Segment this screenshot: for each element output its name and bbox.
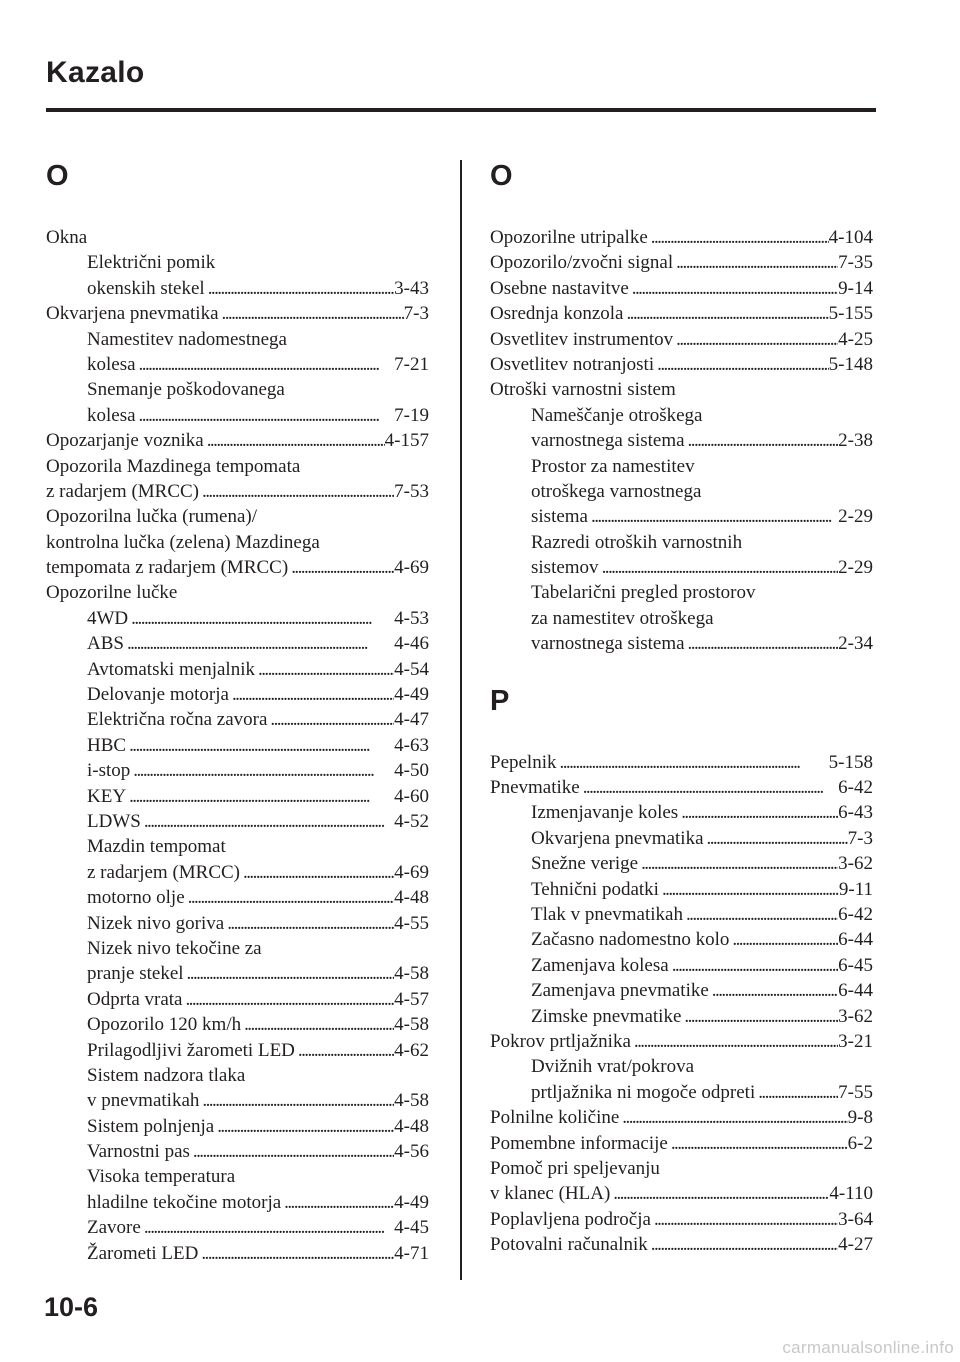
- entry-page-ref: 4-52: [394, 810, 429, 832]
- entry-text: sistema: [531, 506, 588, 528]
- index-subentry: [490, 479, 873, 504]
- entry-text: Pomembne informacije: [490, 1132, 668, 1154]
- dot-leader: [668, 1131, 848, 1156]
- index-subentry: [490, 504, 873, 529]
- entry-text: Okvarjena pnevmatika: [531, 827, 704, 849]
- entry-page-ref: 3-62: [838, 1005, 873, 1027]
- entry-text: z radarjem (MRCC): [87, 861, 241, 883]
- dot-leader: [136, 352, 395, 377]
- entry-text: Odprta vrata: [87, 988, 183, 1010]
- entry-text: i-stop: [87, 760, 131, 782]
- index-subentry: [490, 428, 873, 453]
- index-subentry: [490, 927, 873, 952]
- index-subentry: [46, 250, 429, 275]
- index-entry: [490, 250, 873, 275]
- entry-text: Žarometi LED: [87, 1242, 199, 1264]
- dot-leader: [709, 978, 838, 1003]
- entry-text: Pnevmatike: [490, 777, 580, 799]
- index-subentry: [46, 1038, 429, 1063]
- entry-page-ref: 2-29: [838, 557, 873, 579]
- entry-text: Sistem nadzora tlaka: [87, 1064, 246, 1086]
- entry-text: KEY: [87, 785, 127, 807]
- entry-text: pranje stekel: [87, 963, 184, 985]
- index-subentry: [490, 978, 873, 1003]
- entry-text: Nizek nivo tekočine za: [87, 937, 262, 959]
- index-subentry: [46, 1241, 429, 1266]
- dot-leader: [619, 1105, 847, 1130]
- entry-page-ref: 4-69: [394, 861, 429, 883]
- index-section-letter: O: [46, 160, 69, 192]
- watermark: carmanualsonline.info: [782, 1338, 954, 1357]
- dot-leader: [623, 301, 828, 326]
- entry-page-ref: 4-62: [394, 1039, 429, 1061]
- entry-text: prtljažnika ni mogoče odpreti: [531, 1081, 756, 1103]
- entry-page-ref: 9-11: [838, 878, 873, 900]
- dot-leader: [205, 276, 394, 301]
- dot-leader: [580, 775, 838, 800]
- index-subentry: [490, 877, 873, 902]
- entry-text: ABS: [87, 633, 124, 655]
- entry-text: sistemov: [531, 557, 599, 579]
- entry-text: tempomata z radarjem (MRCC): [46, 557, 289, 579]
- index-subentry: [490, 403, 873, 428]
- entry-text: Opozorilna lučka (rumena)/: [46, 506, 258, 528]
- dot-leader: [295, 1038, 394, 1063]
- dot-leader: [136, 403, 395, 428]
- index-section-letter: P: [490, 684, 510, 717]
- index-entry: [490, 352, 873, 377]
- dot-leader: [240, 860, 394, 885]
- entry-text: Nameščanje otroškega: [531, 404, 703, 426]
- dot-leader: [648, 225, 829, 250]
- index-subentry: [46, 352, 429, 377]
- index-subentry: [46, 682, 429, 707]
- entry-page-ref: 6-42: [838, 777, 873, 799]
- index-entry: [490, 225, 873, 250]
- entry-page-ref: 7-55: [838, 1081, 873, 1103]
- dot-leader: [683, 902, 838, 927]
- entry-text: Tehnični podatki: [531, 878, 659, 900]
- dot-leader: [214, 1114, 394, 1139]
- index-subentry: [490, 555, 873, 580]
- entry-page-ref: 4-45: [394, 1217, 429, 1239]
- entry-text: z radarjem (MRCC): [46, 480, 200, 502]
- entry-text: Tlak v pnevmatikah: [531, 903, 683, 925]
- index-subentry: [490, 902, 873, 927]
- entry-page-ref: 4-71: [394, 1242, 429, 1264]
- dot-leader: [190, 1139, 394, 1164]
- entry-page-ref: 5-155: [828, 303, 873, 325]
- entry-text: hladilne tekočine motorja: [87, 1191, 282, 1213]
- entry-page-ref: 7-21: [394, 353, 429, 375]
- dot-leader: [673, 250, 838, 275]
- entry-text: Okna: [46, 227, 88, 248]
- index-entry: [46, 454, 429, 479]
- entry-text: 4WD: [87, 607, 129, 629]
- dot-leader: [629, 276, 838, 301]
- entry-page-ref: 4-58: [394, 1090, 429, 1112]
- entry-text: kontrolna lučka (zelena) Mazdinega: [46, 531, 320, 553]
- entry-text: Zamenjava kolesa: [531, 954, 669, 976]
- entry-text: Nizek nivo goriva: [87, 912, 225, 934]
- entry-text: Osvetlitev notranjosti: [490, 353, 655, 375]
- index-entry: [46, 530, 429, 555]
- index-subentry: [490, 1080, 873, 1105]
- index-column-left: [46, 160, 429, 1266]
- index-subentry: [490, 606, 873, 631]
- dot-leader: [126, 733, 394, 758]
- dot-leader: [669, 953, 838, 978]
- entry-text: Mazdin tempomat: [87, 836, 226, 858]
- entry-page-ref: 6-44: [838, 929, 873, 951]
- column-divider: [460, 160, 462, 1280]
- entry-text: Polnilne količine: [490, 1107, 620, 1129]
- index-subentry: [46, 1139, 429, 1164]
- index-subentry: [46, 1190, 429, 1215]
- index-subentry: [46, 276, 429, 301]
- entry-text: okenskih stekel: [87, 277, 205, 299]
- index-subentry: [490, 530, 873, 555]
- entry-text: Zamenjava pnevmatike: [531, 980, 709, 1002]
- index-entry: [46, 301, 429, 326]
- index-entry: [490, 1207, 873, 1232]
- entry-text: Snežne verige: [531, 853, 639, 875]
- entry-page-ref: 2-38: [838, 430, 873, 452]
- entry-page-ref: 4-48: [394, 887, 429, 909]
- entry-text: Pokrov prtljažnika: [490, 1030, 631, 1052]
- index-subentry: [490, 454, 873, 479]
- dot-leader: [755, 1080, 838, 1105]
- index-subentry: [46, 936, 429, 961]
- dot-leader: [685, 428, 839, 453]
- index-subentry: [490, 800, 873, 825]
- index-subentry: [46, 327, 429, 352]
- entry-text: Snemanje poškodovanega: [87, 379, 285, 401]
- dot-leader: [185, 885, 395, 910]
- dot-leader: [130, 758, 394, 783]
- dot-leader: [124, 631, 394, 656]
- section-spacer: [490, 657, 873, 685]
- entry-page-ref: 4-110: [829, 1183, 873, 1205]
- index-entry: [46, 428, 429, 453]
- dot-leader: [673, 327, 838, 352]
- entry-page-ref: 3-21: [838, 1030, 873, 1052]
- index-entry: [490, 377, 873, 402]
- index-subentry: [46, 631, 429, 656]
- index-subentry: [46, 1114, 429, 1139]
- entry-text: Zavore: [87, 1217, 141, 1239]
- index-entry: [490, 327, 873, 352]
- entry-page-ref: 6-45: [838, 954, 873, 976]
- dot-leader: [281, 1190, 394, 1215]
- entry-text: Dvižnih vrat/pokrova: [531, 1056, 695, 1078]
- index-subentry: [490, 953, 873, 978]
- dot-leader: [199, 1088, 394, 1113]
- entry-text: Potovalni računalnik: [490, 1234, 648, 1256]
- entry-text: Tabelarični pregled prostorov: [531, 582, 756, 604]
- dot-leader: [659, 877, 839, 902]
- entry-text: kolesa: [87, 353, 136, 375]
- entry-text: Prilagodljivi žarometi LED: [87, 1039, 295, 1061]
- entry-page-ref: 2-34: [838, 633, 873, 655]
- entry-page-ref: 5-148: [828, 353, 873, 375]
- entry-text: Zimske pnevmatike: [531, 1005, 682, 1027]
- entry-page-ref: 5-158: [828, 751, 873, 773]
- dot-leader: [204, 428, 385, 453]
- dot-leader: [219, 301, 404, 326]
- entry-page-ref: 4-69: [394, 557, 429, 579]
- entry-page-ref: 3-64: [838, 1208, 873, 1230]
- entry-text: v klanec (HLA): [490, 1183, 611, 1205]
- dot-leader: [288, 555, 394, 580]
- entry-page-ref: 6-42: [838, 903, 873, 925]
- index-subentry: [46, 403, 429, 428]
- index-subentry: [46, 1088, 429, 1113]
- index-entry: [490, 1156, 873, 1181]
- entry-page-ref: 7-53: [394, 480, 429, 502]
- entry-page-ref: 4-48: [394, 1115, 429, 1137]
- index-subentry: [46, 885, 429, 910]
- entry-page-ref: 9-14: [838, 277, 873, 299]
- entry-page-ref: 6-2: [847, 1132, 873, 1154]
- entry-text: Osvetlitev instrumentov: [490, 328, 674, 350]
- index-entry: [46, 580, 429, 605]
- dot-leader: [128, 606, 394, 631]
- dot-leader: [229, 682, 394, 707]
- entry-page-ref: 4-157: [384, 430, 429, 452]
- entry-page-ref: 4-46: [394, 633, 429, 655]
- entry-page-ref: 4-54: [394, 658, 429, 680]
- index-subentry: [46, 377, 429, 402]
- index-subentry: [490, 631, 873, 656]
- entry-text: varnostnega sistema: [531, 430, 685, 452]
- dot-leader: [182, 987, 394, 1012]
- entry-page-ref: 4-56: [394, 1141, 429, 1163]
- entry-text: Osrednja konzola: [490, 303, 624, 325]
- index-entry: [490, 1105, 873, 1130]
- entry-text: Izmenjavanje koles: [531, 802, 679, 824]
- dot-leader: [198, 1241, 394, 1266]
- dot-leader: [224, 911, 394, 936]
- entry-page-ref: 6-44: [838, 980, 873, 1002]
- entry-text: Opozarjanje voznika: [46, 430, 204, 452]
- index-entry: [46, 479, 429, 504]
- index-subentry: [46, 1012, 429, 1037]
- entry-page-ref: 7-3: [403, 303, 429, 325]
- entry-page-ref: 4-27: [838, 1234, 873, 1256]
- entry-text: Opozorilo 120 km/h: [87, 1014, 242, 1036]
- dot-leader: [678, 800, 838, 825]
- dot-leader: [651, 1207, 838, 1232]
- dot-leader: [681, 1004, 838, 1029]
- index-entry: [46, 225, 429, 250]
- entry-text: Električna ročna zavora: [87, 709, 268, 731]
- index-section-letter: O: [490, 160, 513, 192]
- index-subentry: [46, 834, 429, 859]
- entry-text: HBC: [87, 734, 127, 756]
- entry-page-ref: 7-3: [847, 827, 873, 849]
- entry-page-ref: 4-53: [394, 607, 429, 629]
- entry-text: varnostnega sistema: [531, 633, 685, 655]
- index-subentry: [46, 809, 429, 834]
- index-subentry: [46, 961, 429, 986]
- index-subentry: [46, 733, 429, 758]
- index-subentry: [46, 758, 429, 783]
- index-subentry: [490, 1054, 873, 1079]
- entry-page-ref: 9-8: [847, 1107, 873, 1129]
- index-subentry: [46, 860, 429, 885]
- entry-page-ref: 4-58: [394, 963, 429, 985]
- dot-leader: [704, 826, 848, 851]
- dot-leader: [184, 961, 395, 986]
- entry-page-ref: 4-104: [828, 227, 873, 248]
- entry-text: v pnevmatikah: [87, 1090, 200, 1112]
- page-header-title: Kazalo: [46, 56, 145, 89]
- index-subentry: [46, 784, 429, 809]
- entry-text: za namestitev otroškega: [531, 607, 714, 629]
- entry-text: Pepelnik: [490, 751, 557, 773]
- dot-leader: [126, 784, 394, 809]
- index-subentry: [490, 826, 873, 851]
- entry-text: Namestitev nadomestnega: [87, 328, 287, 350]
- entry-text: Avtomatski menjalnik: [87, 658, 255, 680]
- entry-text: Delovanje motorja: [87, 684, 229, 706]
- entry-text: Začasno nadomestno kolo: [531, 929, 730, 951]
- entry-page-ref: 3-43: [394, 277, 429, 299]
- index-entry: [490, 775, 873, 800]
- entry-page-ref: 4-50: [394, 760, 429, 782]
- entry-text: LDWS: [87, 810, 141, 832]
- entry-text: Opozorilo/zvočni signal: [490, 252, 674, 274]
- entry-page-ref: 4-63: [394, 734, 429, 756]
- entry-page-ref: 4-55: [394, 912, 429, 934]
- entry-text: Okvarjena pnevmatika: [46, 303, 219, 325]
- dot-leader: [631, 1029, 838, 1054]
- entry-text: Pomoč pri speljevanju: [490, 1157, 660, 1179]
- entry-text: Varnostni pas: [87, 1141, 190, 1163]
- dot-leader: [729, 927, 838, 952]
- entry-text: Osebne nastavitve: [490, 277, 629, 299]
- index-subentry: [46, 707, 429, 732]
- index-entry: [490, 1232, 873, 1257]
- dot-leader: [638, 851, 838, 876]
- entry-page-ref: 6-43: [838, 802, 873, 824]
- entry-page-ref: 4-58: [394, 1014, 429, 1036]
- dot-leader: [654, 352, 829, 377]
- index-subentry: [46, 657, 429, 682]
- index-subentry: [46, 1215, 429, 1240]
- dot-leader: [588, 504, 838, 529]
- dot-leader: [610, 1181, 829, 1206]
- entry-page-ref: 4-57: [394, 988, 429, 1010]
- index-entry: [490, 276, 873, 301]
- dot-leader: [599, 555, 839, 580]
- index-subentry: [490, 1004, 873, 1029]
- index-subentry: [490, 851, 873, 876]
- entry-page-ref: 2-29: [838, 506, 873, 528]
- index-subentry: [46, 606, 429, 631]
- dot-leader: [648, 1232, 838, 1257]
- entry-text: Prostor za namestitev: [531, 455, 695, 477]
- index-column-right: [490, 160, 873, 1257]
- dot-leader: [199, 479, 394, 504]
- index-entry: [46, 555, 429, 580]
- entry-page-ref: 4-25: [838, 328, 873, 350]
- entry-text: Opozorilne utripalke: [490, 227, 648, 248]
- index-subentry: [46, 1164, 429, 1189]
- entry-text: otroškega varnostnega: [531, 480, 702, 502]
- index-entry: [490, 301, 873, 326]
- dot-leader: [557, 750, 829, 775]
- dot-leader: [267, 707, 394, 732]
- dot-leader: [255, 657, 394, 682]
- entry-text: Opozorilne lučke: [46, 582, 178, 604]
- entry-page-ref: 4-47: [394, 709, 429, 731]
- entry-page-ref: 4-49: [394, 684, 429, 706]
- entry-text: Poplavljena področja: [490, 1208, 651, 1230]
- entry-text: Opozorila Mazdinega tempomata: [46, 455, 301, 477]
- dot-leader: [685, 631, 839, 656]
- dot-leader: [141, 809, 394, 834]
- index-subentry: [46, 987, 429, 1012]
- index-subentry: [490, 580, 873, 605]
- entry-page-ref: 4-49: [394, 1191, 429, 1213]
- index-entry: [490, 750, 873, 775]
- index-entry: [490, 1131, 873, 1156]
- index-subentry: [46, 1063, 429, 1088]
- index-entry: [490, 1029, 873, 1054]
- entry-page-ref: 7-19: [394, 404, 429, 426]
- header-rule: [46, 108, 876, 112]
- entry-page-ref: 4-60: [394, 785, 429, 807]
- entry-text: motorno olje: [87, 887, 185, 909]
- index-entry: [46, 504, 429, 529]
- entry-text: Razredi otroških varnostnih: [531, 531, 743, 553]
- entry-text: Otroški varnostni sistem: [490, 379, 676, 401]
- entry-page-ref: 3-62: [838, 853, 873, 875]
- index-entry: [490, 1181, 873, 1206]
- page-number: 10-6: [44, 1292, 99, 1322]
- entry-text: Električni pomik: [87, 252, 216, 274]
- dot-leader: [141, 1215, 394, 1240]
- entry-text: Visoka temperatura: [87, 1166, 236, 1188]
- entry-text: kolesa: [87, 404, 136, 426]
- index-subentry: [46, 911, 429, 936]
- entry-text: Sistem polnjenja: [87, 1115, 215, 1137]
- entry-page-ref: 7-35: [838, 252, 873, 274]
- dot-leader: [241, 1012, 394, 1037]
